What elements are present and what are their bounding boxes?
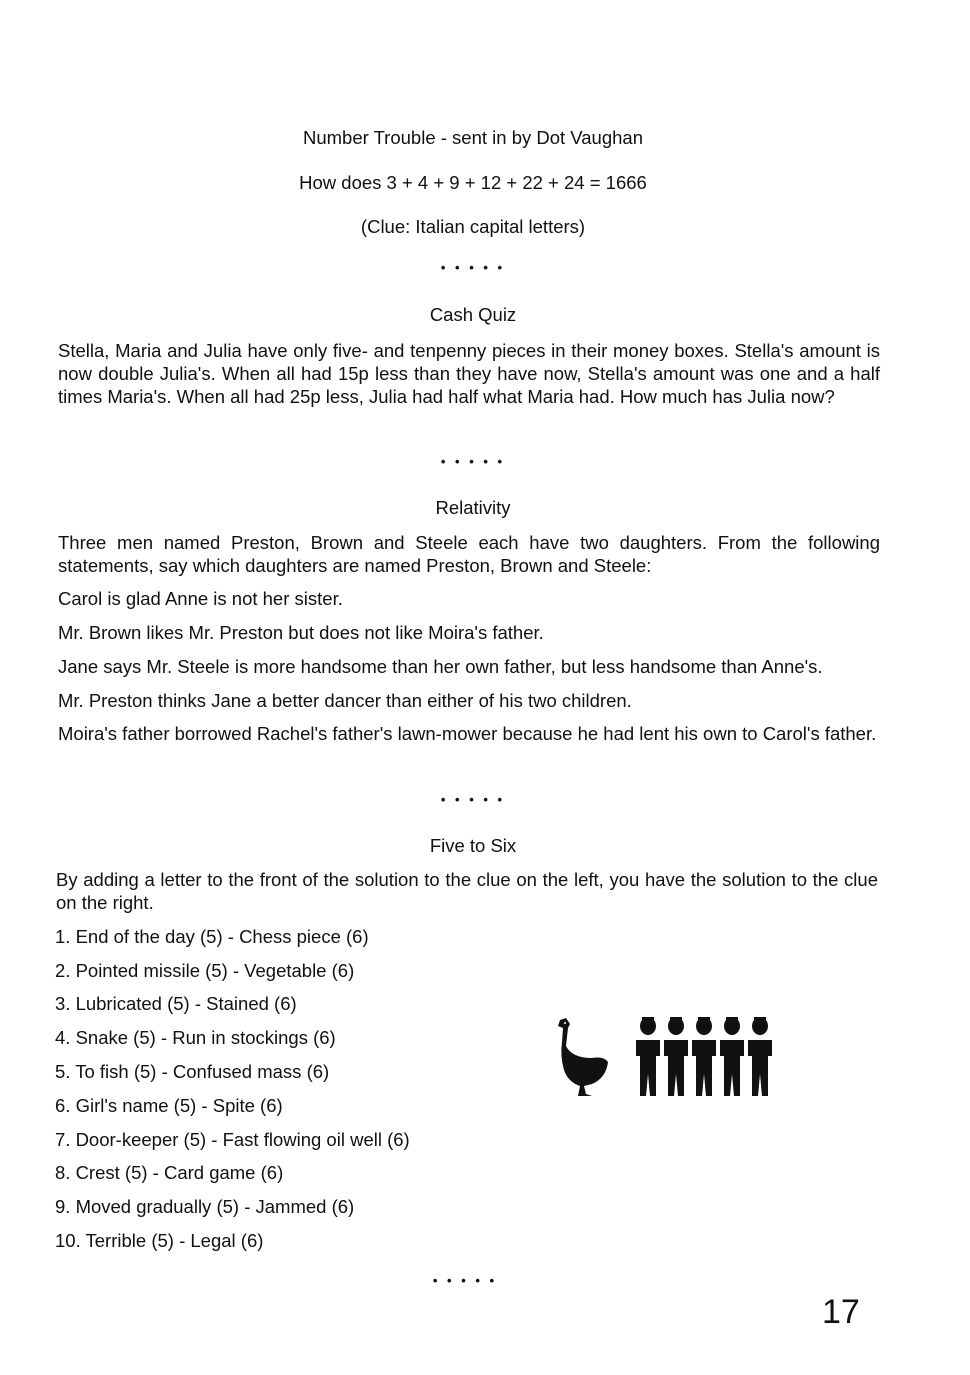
- clue-item: 8. Crest (5) - Card game (6): [55, 1162, 284, 1183]
- separator: • • • • •: [440, 792, 506, 807]
- clue-item: 10. Terrible (5) - Legal (6): [55, 1230, 264, 1251]
- number-trouble-title: Number Trouble - sent in by Dot Vaughan: [302, 127, 644, 148]
- cash-quiz-title: Cash Quiz: [429, 304, 517, 325]
- clue-item: 3. Lubricated (5) - Stained (6): [55, 993, 297, 1014]
- number-trouble-question: How does 3 + 4 + 9 + 12 + 22 + 24 = 1666: [299, 172, 647, 193]
- clue-item: 5. To fish (5) - Confused mass (6): [55, 1061, 330, 1082]
- clue-item: 6. Girl's name (5) - Spite (6): [55, 1095, 283, 1116]
- clue-item: 9. Moved gradually (5) - Jammed (6): [55, 1196, 355, 1217]
- goose-and-figures-icon: [552, 1016, 792, 1102]
- relativity-statement: Mr. Brown likes Mr. Preston but does not like Moira's father.: [58, 622, 544, 643]
- figures-icon: [636, 1017, 772, 1096]
- five-to-six-title: Five to Six: [429, 835, 517, 856]
- relativity-statement: Carol is glad Anne is not her sister.: [58, 588, 343, 609]
- relativity-statement: Mr. Preston thinks Jane a better dancer than either of his two children.: [58, 690, 632, 711]
- relativity-statement: Moira's father borrowed Rachel's father's lawn-mower because he had lent his own to Carol's father.: [58, 723, 877, 744]
- clue-item: 4. Snake (5) - Run in stockings (6): [55, 1027, 336, 1048]
- page-number: 17: [822, 1293, 860, 1331]
- five-to-six-intro: By adding a letter to the front of the solution to the clue on the left, you have the solution to the clue on the right.: [56, 869, 878, 913]
- clue-item: 1. End of the day (5) - Chess piece (6): [55, 926, 369, 947]
- relativity-statement: Jane says Mr. Steele is more handsome than her own father, but less handsome than Anne's.: [58, 656, 823, 677]
- separator: • • • • •: [440, 260, 506, 275]
- number-trouble-clue: (Clue: Italian capital letters): [360, 216, 586, 237]
- separator: • • • • •: [440, 454, 506, 469]
- clue-item: 2. Pointed missile (5) - Vegetable (6): [55, 960, 355, 981]
- relativity-title: Relativity: [435, 497, 511, 518]
- relativity-intro: Three men named Preston, Brown and Steele each have two daughters. From the following statements, say which daughters are named Preston, Brown and Steele:: [58, 532, 880, 576]
- separator: • • • • •: [432, 1273, 498, 1288]
- goose-icon: [558, 1018, 608, 1096]
- cash-quiz-text: Stella, Maria and Julia have only five- and tenpenny pieces in their money boxes. Stella's amount is now double Julia's. When all had 15p less than they have now, Stella's amount was one and a half times Maria's. When all had 25p less, Julia had half what Maria had. How much has Julia now?: [58, 340, 880, 407]
- clue-item: 7. Door-keeper (5) - Fast flowing oil well (6): [55, 1129, 410, 1150]
